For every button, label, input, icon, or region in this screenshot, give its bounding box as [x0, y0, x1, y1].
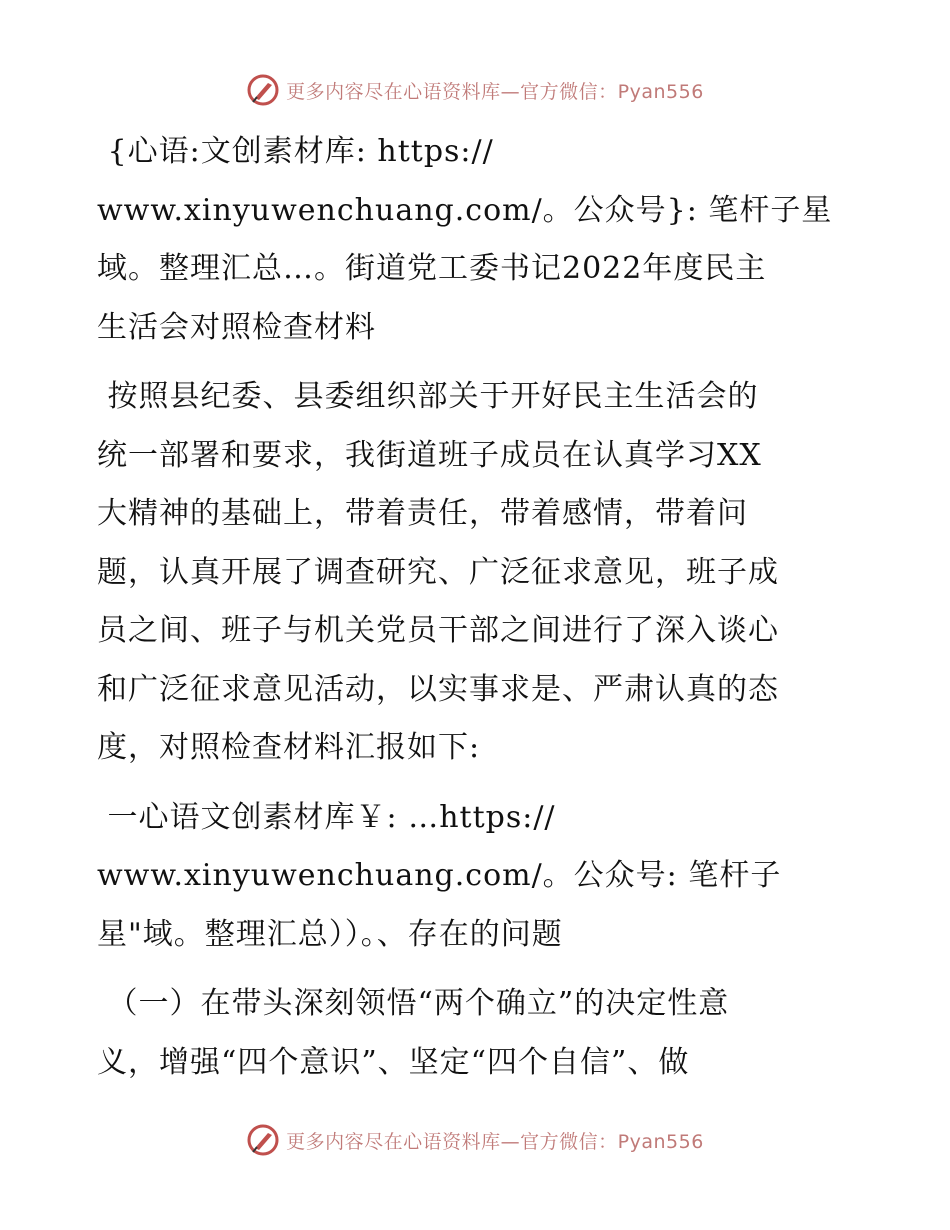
quill-circle-logo-icon — [246, 1123, 280, 1157]
header-banner-text: 更多内容尽在心语资料库—官方微信：Pyan556 — [286, 80, 704, 103]
text-line: www.xinyuwenchuang.com/。公众号}: 笔杆子星 — [97, 192, 833, 228]
document-body — [97, 123, 857, 1092]
section-heading — [97, 789, 857, 965]
intro-paragraph — [97, 368, 857, 778]
text-line: 度，对照检查材料汇报如下: — [97, 730, 481, 765]
footer-banner — [0, 1120, 950, 1160]
text-line: 按照县纪委、县委组织部关于开好民主生活会的 — [97, 379, 759, 414]
text-line: （一）在带头深刻领悟“两个确立”的决定性意 — [97, 986, 730, 1021]
text-line: 生活会对照检查材料 — [97, 309, 376, 345]
text-line: {心语:文创素材库: https:// — [97, 134, 494, 169]
text-line: 星"域。整理汇总））。、存在的问题 — [97, 916, 563, 952]
text-line: 大精神的基础上，带着责任，带着感情，带着问 — [97, 496, 748, 531]
text-line: 一心语文创素材库￥: …https:// — [97, 799, 556, 835]
text-line: 和广泛征求意见活动，以实事求是、严肃认真的态 — [97, 671, 779, 707]
footer-banner-text: 更多内容尽在心语资料库—官方微信：Pyan556 — [286, 1130, 704, 1153]
text-line: 域。整理汇总…。街道党工委书记2022年度民主 — [97, 251, 767, 286]
text-line: www.xinyuwenchuang.com/。公众号: 笔杆子 — [97, 858, 782, 893]
text-line: 义，增强“四个意识”、坚定“四个自信”、做 — [97, 1044, 690, 1080]
document-title — [97, 123, 857, 357]
text-line: 题，认真开展了调查研究、广泛征求意见，班子成 — [97, 554, 779, 590]
header-banner — [0, 70, 950, 110]
text-line: 统一部署和要求，我街道班子成员在认真学习XX — [97, 437, 762, 473]
text-line: 员之间、班子与机关党员干部之间进行了深入谈心 — [97, 613, 779, 648]
quill-circle-logo-icon — [246, 73, 280, 107]
subsection-paragraph — [97, 975, 857, 1092]
